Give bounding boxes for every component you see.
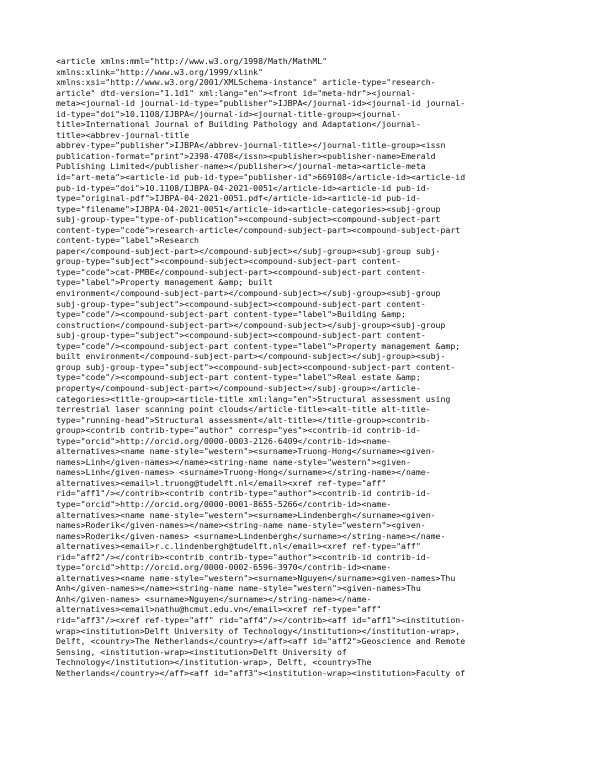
xml-text-line: terrestrial laser scanning point clouds</article-title><alt-title alt-title- bbox=[56, 404, 431, 415]
xml-text-line: id-type="doi">10.1108/IJBPA</journal-id><journal-title-group><journal- bbox=[56, 108, 402, 119]
xml-text-line: alternatives><email>r.c.lindenbergh@tudelft.nl</email><xref ref-type="aff" bbox=[56, 541, 421, 552]
xml-text-line: alternatives><email>nathu@hcmut.edu.vn</email><xref ref-type="aff" bbox=[56, 604, 382, 615]
xml-text-line: Netherlands</country></aff><aff id="aff3"><institution-wrap><institution>Faculty of bbox=[56, 667, 466, 678]
xml-text-line: type="orcid">http://orcid.org/0000-0003-2126-6409</contrib-id><name- bbox=[56, 435, 392, 446]
xml-text-line: content-type="code">research-article</compound-subject-part><compound-subject-part bbox=[56, 224, 461, 235]
xml-text-line: paper</compound-subject-part></compound-subject></subj-group><subj-group subj- bbox=[56, 245, 441, 256]
xml-text-line: group-type="subject"><compound-subject><compound-subject-part content- bbox=[56, 256, 402, 267]
xml-text-line: type="original-pdf">IJBPA-04-2021-0051.pdf</article-id><article-id pub-id- bbox=[56, 193, 421, 204]
xml-text-line: alternatives><email>l.truong@tudelft.nl</email><xref ref-type="aff" bbox=[56, 477, 387, 488]
xml-text-line: type="code">cat-PMBE</compound-subject-part><compound-subject-part content- bbox=[56, 266, 426, 277]
xml-source-text bbox=[56, 56, 556, 678]
xml-text-line: type="code"/><compound-subject-part content-type="label">Real estate &amp; bbox=[56, 372, 421, 383]
xml-text-line: Anh</given-names> <surname>Nguyen</surname></string-name></name- bbox=[56, 593, 372, 604]
xml-text-line: xmlns:xlink="http://www.w3.org/1999/xlink" bbox=[56, 66, 264, 77]
xml-text-line: group subj-group-type="subject"><compound-subject><compound-subject-part content- bbox=[56, 361, 456, 372]
xml-text-line: type="running-head">Structural assessment</alt-title></title-group><contrib- bbox=[56, 414, 431, 425]
xml-text-line: alternatives><name name-style="western"><surname>Lindenbergh</surname><given- bbox=[56, 509, 436, 520]
xml-text-line: article" dtd-version="1.1d1" xml:lang="en"><front id="meta-hdr"><journal- bbox=[56, 87, 416, 98]
xml-text-line: subj-group-type="subject"><compound-subject><compound-subject-part content- bbox=[56, 330, 426, 341]
xml-text-line: environment</compound-subject-part></compound-subject></subj-group><subj-group bbox=[56, 288, 441, 299]
xml-text-line: type="code"/><compound-subject-part content-type="label">Property management &amp; bbox=[56, 340, 461, 351]
xml-text-line: abbrev-type="publisher">IJBPA</abbrev-journal-title></journal-title-group><issn bbox=[56, 140, 446, 151]
xml-text-line: title>International Journal of Building Pathology and Adaptation</journal- bbox=[56, 119, 421, 130]
xml-text-line: xmlns:xsi="http://www.w3.org/2001/XMLSchema-instance" article-type="research- bbox=[56, 77, 436, 88]
xml-text-line: meta><journal-id journal-id-type="publisher">IJBPA</journal-id><journal-id journal- bbox=[56, 98, 466, 109]
xml-text-line: <article xmlns:mml="http://www.w3.org/1998/Math/MathML" bbox=[56, 56, 328, 66]
xml-text-line: type="label">Property management &amp; built bbox=[56, 277, 273, 288]
xml-text-line: id="art-meta"><article-id pub-id-type="publisher-id">669108</article-id><article-id bbox=[56, 172, 466, 183]
xml-text-line: rid="aff2"/></contrib><contrib contrib-type="author"><contrib-id contrib-id- bbox=[56, 551, 431, 562]
xml-text-line: type="orcid">http://orcid.org/0000-0001-8655-5266</contrib-id><name- bbox=[56, 498, 392, 509]
xml-text-line: type="filename">IJBPA-04-2021-0051</article-id><article-categories><subj-group bbox=[56, 203, 441, 214]
xml-text-line: publication-format="print">2398-4708</issn><publisher><publisher-name>Emerald bbox=[56, 150, 436, 161]
xml-text-line: pub-id-type="doi">10.1108/IJBPA-04-2021-0051</article-id><article-id pub-id- bbox=[56, 182, 431, 193]
xml-text-line: type="orcid">http://orcid.org/0000-0002-6596-3970</contrib-id><name- bbox=[56, 562, 392, 573]
xml-text-line: construction</compound-subject-part></compound-subject></subj-group><subj-group bbox=[56, 319, 446, 330]
xml-text-line: rid="aff1"/></contrib><contrib contrib-type="author"><contrib-id contrib-id- bbox=[56, 488, 431, 499]
xml-text-line: subj-group-type="type-of-publication"><compound-subject><compound-subject-part bbox=[56, 214, 441, 225]
xml-text-line: alternatives><name name-style="western"><surname>Truong-Hong</surname><given- bbox=[56, 446, 436, 457]
xml-text-line: alternatives><name name-style="western"><surname>Nguyen</surname><given-names>Thu bbox=[56, 572, 456, 583]
xml-text-line: names>Linh</given-names></name><string-name name-style="western"><given- bbox=[56, 456, 411, 467]
xml-text-line: content-type="label">Research bbox=[56, 235, 199, 246]
xml-text-line: names>Linh</given-names> <surname>Truong-Hong</surname></string-name></name- bbox=[56, 467, 431, 478]
xml-text-line: Sensing, <institution-wrap><institution>Delft University of bbox=[56, 646, 347, 657]
xml-text-line: title><abbrev-journal-title bbox=[56, 129, 190, 140]
xml-text-line: Technology</institution></institution-wrap>, Delft, <country>The bbox=[56, 657, 372, 668]
xml-text-line: Publishing Limited</publisher-name></publisher></journal-meta><article-meta bbox=[56, 161, 426, 172]
xml-text-line: Delft, <country>The Netherlands</country></aff><aff id="aff2">Geoscience and Remote bbox=[56, 636, 466, 647]
xml-text-line: rid="aff3"/><xref ref-type="aff" rid="aff4"/></contrib><aff id="aff1"><institution- bbox=[56, 614, 466, 625]
xml-text-line: built environment</compound-subject-part></compound-subject></subj-group><subj- bbox=[56, 351, 446, 362]
xml-text-line: group><contrib contrib-type="author" corresp="yes"><contrib-id contrib-id- bbox=[56, 425, 421, 436]
xml-text-line: property</compound-subject-part></compound-subject></subj-group></article- bbox=[56, 382, 421, 393]
xml-text-line: Anh</given-names></name><string-name name-style="western"><given-names>Thu bbox=[56, 583, 421, 594]
xml-text-line: categories><title-group><article-title xml:lang="en">Structural assessment using bbox=[56, 393, 451, 404]
xml-text-line: names>Roderik</given-names></name><string-name name-style="western"><given- bbox=[56, 520, 426, 531]
xml-text-line: type="code"/><compound-subject-part content-type="label">Building &amp; bbox=[56, 309, 406, 320]
xml-text-line: subj-group-type="subject"><compound-subject><compound-subject-part content- bbox=[56, 298, 426, 309]
xml-text-line: names>Roderik</given-names> <surname>Lindenbergh</surname></string-name></name- bbox=[56, 530, 446, 541]
xml-text-line: wrap><institution>Delft University of Technology</institution></institution-wrap>, bbox=[56, 625, 461, 636]
